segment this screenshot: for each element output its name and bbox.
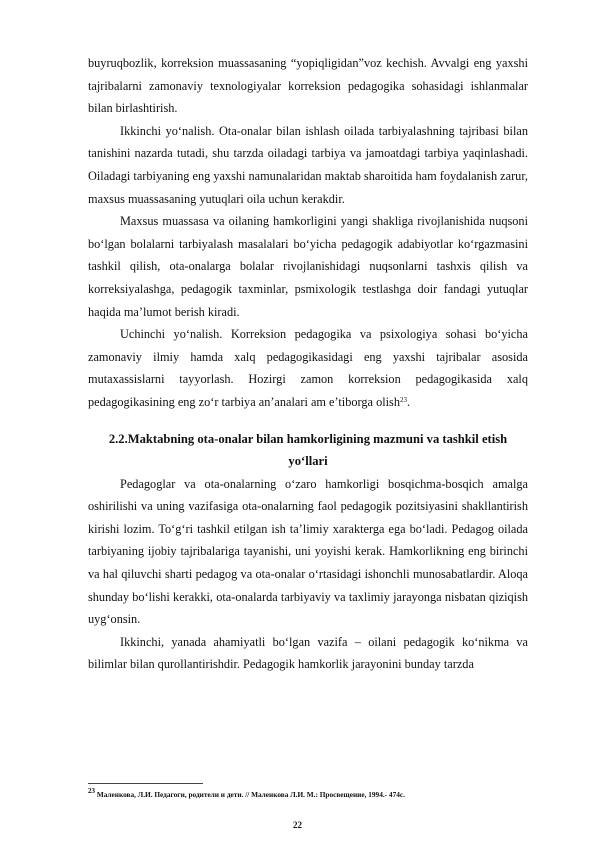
section-heading-line-2: yo‘llari (288, 454, 328, 469)
paragraph-1: buyruqbozlik, korreksion muassasaning “yopiqligidan”voz kechish. Avvalgi eng yaxshi tajribalarni zamonaviy texnologiyalar korreksion pedagogika sohasidagi ishlanmalar bilan birlashtirish. (88, 56, 528, 116)
paragraph-4 (88, 323, 528, 413)
footnote-text: Маленкова, Л.И. Педагоги, родители и дети. // Маленкова Л.И. М.: Просвещение, 1994.- 474с. (95, 790, 405, 799)
paragraph-3: Maxsus muassasa va oilaning hamkorligini yangi shakliga rivojlanishida nuqsoni bo‘lgan bolalarni tarbiyalash masalalari bo‘yicha pedagogik adabiyotlar ko‘rgazmasini tashkil qilish, ota-onalarga bolalar rivojlanishidagi nuqsonlarni tashxis qilish va korreksiyalashga, pedagogik taxminlar, psmixologik testlashga doir fandagi yutuqlar haqida ma’lumot berish kiradi. (88, 214, 528, 319)
footnote-divider (88, 783, 203, 784)
paragraph-4-end: . (407, 394, 411, 409)
page-body (88, 52, 528, 676)
paragraph-6: Ikkinchi, yanada ahamiyatli bo‘lgan vazifa – oilani pedagogik ko‘nikma va bilimlar bilan qurollantirishdir. Pedagogik hamkorlik jarayonini bunday tarzda (88, 634, 528, 672)
page-number: 22 (293, 820, 302, 830)
footnote (88, 787, 528, 800)
paragraph-2: Ikkinchi yo‘nalish. Ota-onalar bilan ishlash oilada tarbiyalashning tajribasi bilan tanishini nazarda tutadi, shu tarzda oiladagi tarbiya va jamoatdagi tarbiya yaqinlashadi. Oiladagi tarbiyaning eng yaxshi namunalaridan maktab sharoitida ham foydalanish zarur, maxsus muassasaning yutuqlari oila uchun kerakdir. (88, 123, 529, 206)
paragraph-4-text: Uchinchi yo‘nalish. Korreksion pedagogika va psixologiya sohasi bo‘yicha zamonaviy ilmiy hamda xalq pedagogikasidagi eng yaxshi tajribalar asosida mutaxassislarni tayyorlash. Hozirgi zamon korreksion pedagogikasida xalq pedagogikasining eng zo‘r tarbiya an’analari am e’tiborga olish (88, 327, 528, 409)
footnote-reference[interactable]: 23 (400, 395, 407, 404)
section-heading-line-1: 2.2.Maktabning ota-onalar bilan hamkorligining mazmuni va tashkil etish (108, 431, 508, 446)
section-heading (88, 428, 528, 473)
footnote-number: 23 (88, 787, 95, 795)
paragraph-5: Pedagoglar va ota-onalarning o‘zaro hamkorligi bosqichma-bosqich amalga oshirilishi va uning vazifasiga ota-onalarning faol pedagogik pozitsiyasini shakllantirish kirishi lozim. To‘g‘ri tashkil etilgan ish ta’limiy xarakterga ega bo‘ladi. Pedagog oilada tarbiyaning ijobiy tajribalariga tayanishi, uni yoyishi kerak. Hamkorlikning eng birinchi va hal qiluvchi sharti pedagog va ota-onalar o‘rtasidagi ishonchli munosabatlardir. Aloqa shunday bo‘lishi kerakki, ota-onalarda tarbiyaviy va taxlimiy jarayonga nisbatan qiziqish uyg‘onsin. (88, 476, 528, 627)
